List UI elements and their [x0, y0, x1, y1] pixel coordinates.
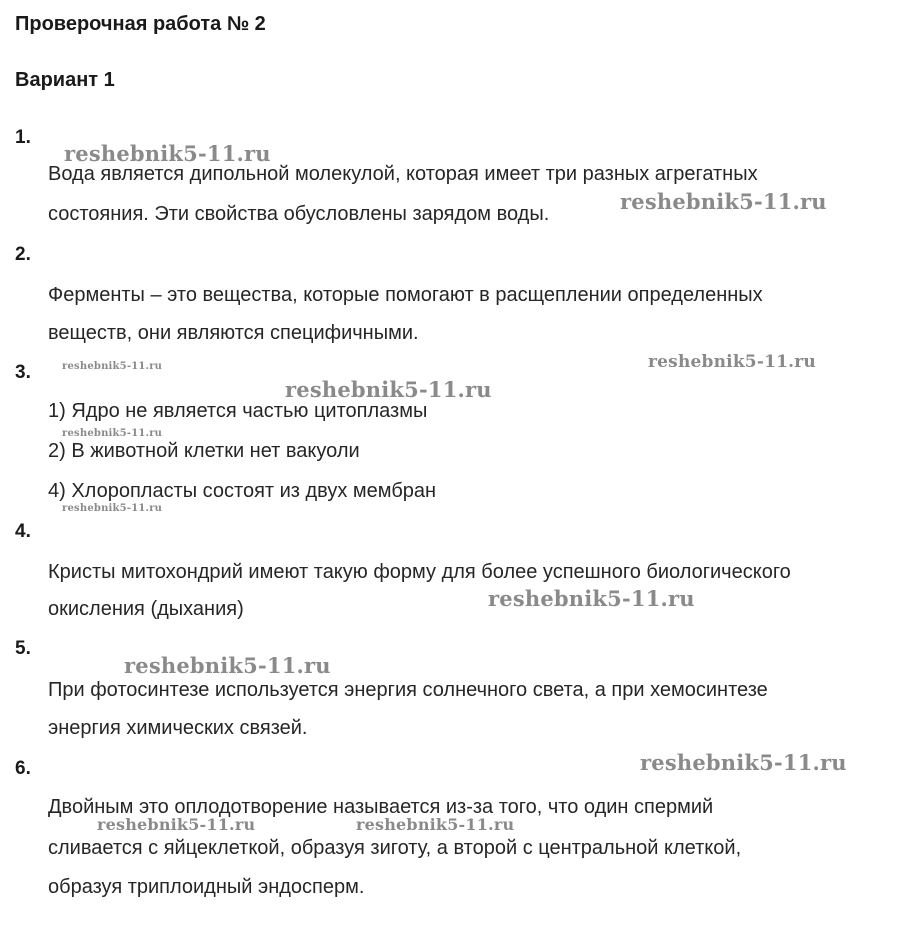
watermark: reshebnik5-11.ru — [62, 428, 163, 439]
answer-number: 4. — [15, 521, 31, 542]
answer-line: Кристы митохондрий имеют такую форму для более успешного биологического — [48, 561, 791, 583]
answer-line: Вода является дипольной молекулой, которая имеет три разных агрегатных — [48, 163, 758, 185]
watermark: reshebnik5-11.ru — [62, 361, 163, 372]
answer-line: образуя триплоидный эндосперм. — [48, 876, 365, 898]
watermark: reshebnik5-11.ru — [640, 750, 847, 775]
answer-line: энергия химических связей. — [48, 717, 308, 739]
answer-line: Ферменты – это вещества, которые помогают в расщеплении определенных — [48, 284, 763, 306]
answer-number: 5. — [15, 638, 31, 659]
answer-line: окисления (дыхания) — [48, 598, 244, 620]
answer-line: веществ, они являются специфичными. — [48, 322, 419, 344]
watermark: reshebnik5-11.ru — [124, 653, 331, 678]
answer-line: состояния. Эти свойства обусловлены зарядом воды. — [48, 203, 550, 225]
watermark: reshebnik5-11.ru — [64, 141, 271, 166]
watermark: reshebnik5-11.ru — [97, 815, 256, 834]
answer-line: При фотосинтезе используется энергия солнечного света, а при хемосинтезе — [48, 679, 768, 701]
watermark: reshebnik5-11.ru — [285, 377, 492, 402]
answer-number: 1. — [15, 127, 31, 148]
answer-line: 4) Хлоропласты состоят из двух мембран — [48, 480, 437, 502]
answer-line: сливается с яйцеклеткой, образуя зиготу, а второй с центральной клеткой, — [48, 837, 742, 859]
answer-line: Двойным это оплодотворение называется из-за того, что один спермий — [48, 796, 714, 818]
answer-line: 2) В животной клетки нет вакуоли — [48, 440, 360, 462]
watermark: reshebnik5-11.ru — [62, 503, 163, 514]
answer-number: 3. — [15, 362, 31, 383]
document-title: Проверочная работа № 2 — [15, 13, 266, 35]
answer-number: 2. — [15, 244, 31, 265]
watermark: reshebnik5-11.ru — [356, 815, 515, 834]
watermark: reshebnik5-11.ru — [620, 189, 827, 214]
variant-heading: Вариант 1 — [15, 69, 115, 91]
answer-line: 1) Ядро не является частью цитоплазмы — [48, 400, 428, 422]
watermark: reshebnik5-11.ru — [648, 352, 816, 372]
watermark: reshebnik5-11.ru — [488, 586, 695, 611]
answer-number: 6. — [15, 758, 31, 779]
